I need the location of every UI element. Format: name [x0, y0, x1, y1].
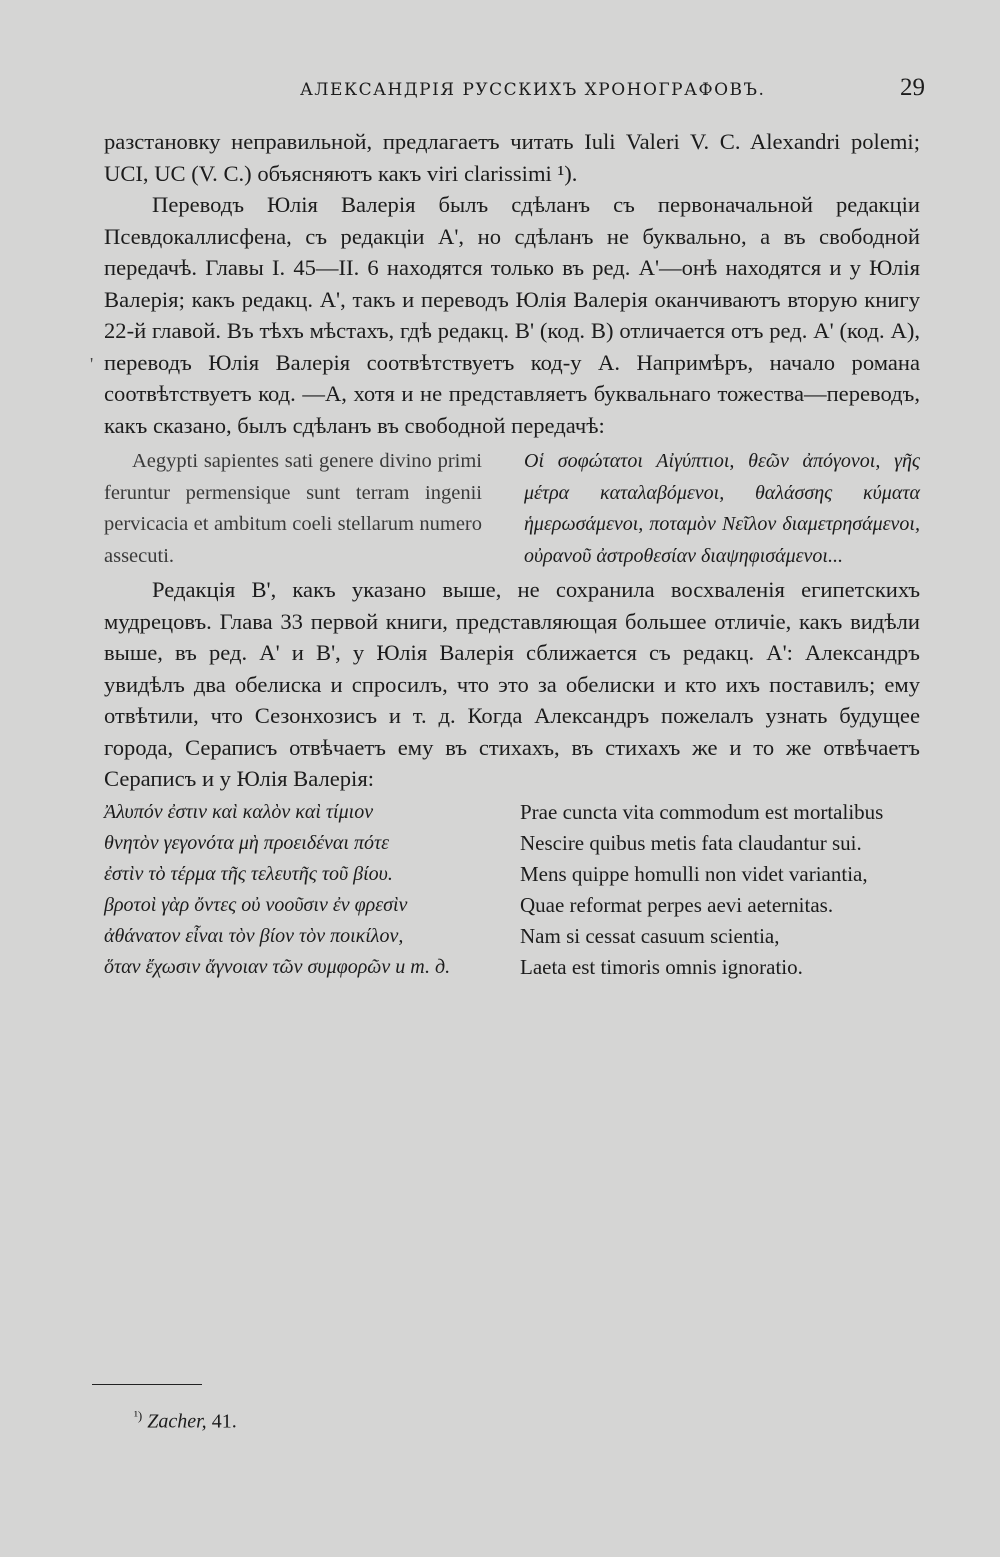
verse-latin: Mens quippe homulli non videt variantia, — [520, 861, 868, 886]
verse-pair — [104, 860, 920, 889]
verse-greek: ὅταν ἔχωσιν ἄγνοιαν τῶν συμφορῶν и т. д. — [104, 955, 451, 978]
verse-greek: ἀθάνατον εἶναι τὸν βίον τὸν ποικίλον, — [104, 924, 404, 947]
verse-greek: Ἀλυπόν ἐστιν καὶ καλὸν καὶ τίμιον — [104, 800, 374, 823]
margin-mark: ' — [90, 354, 94, 374]
verse-pair — [104, 829, 920, 858]
footnote-author: Zacher, — [147, 1410, 207, 1433]
paragraph-redaction: Редакція В', какъ указано выше, не сохранила восхваленія египетскихъ мудрецовъ. Глава 33 первой книги, представляющая большее отличіе, какъ видѣли выше, въ ред. А' и В', у Юлія Валерія сближается съ редакц. А': Александръ увидѣлъ два обелиска и спросилъ, что это за обелиски и кто ихъ поставилъ; ему отвѣтили, что Сезонхозисъ и т. д. Когда Александръ пожелалъ узнать будущее города, Сераписъ отвѣчаетъ ему въ стихахъ, въ стихахъ же и то же отвѣчаетъ Сераписъ и у Юлія Валерія: — [104, 577, 920, 791]
quote-latin: Aegypti sapientes sati genere divino primi feruntur permensique sunt terram ingenii pervicacia et ambitum coeli stellarum numero assecuti. — [104, 450, 482, 567]
quote-greek: Οἱ σοφώτατοι Αἰγύπτιοι, θεῶν ἀπόγονοι, γῆς μέτρα καταλαβόμενοι, θαλάσσης κύματα ἡμερωσάμενοι, ποταμὸν Νεῖλον διαμετρησάμενοι, οὐρανοῦ ἀστροθεσίαν διαψηφισάμενοι... — [524, 450, 920, 567]
verse-latin: Quae reformat perpes aevi aeternitas. — [520, 892, 834, 917]
verse-pair — [104, 953, 920, 982]
verse-latin: Prae cuncta vita commodum est mortalibus — [520, 799, 884, 824]
verse-greek: θνητὸν γεγονότα μὴ προειδέναι πότε — [104, 831, 390, 854]
page-number: 29 — [900, 74, 925, 101]
footnote-rule — [92, 1384, 202, 1385]
verse-latin: Laeta est timoris omnis ignoratio. — [520, 954, 803, 979]
verse-pair — [104, 891, 920, 920]
footnote-page: 41. — [211, 1410, 237, 1433]
parallel-quote — [104, 446, 920, 572]
running-title: АЛЕКСАНДРІЯ РУССКИХЪ ХРОНОГРАФОВЪ. — [300, 80, 766, 100]
verse-greek: ἐστὶν τὸ τέρμα τῆς τελευτῆς τοῦ βίου. — [104, 862, 393, 885]
body-text — [104, 126, 920, 984]
footnote — [134, 1408, 237, 1434]
paragraph-translation: Переводъ Юлія Валерія былъ сдѣланъ съ первоначальной редакціи Псевдокаллисфена, съ редакціи А', но сдѣланъ не буквально, а въ свободной передачѣ. Главы I. 45—II. 6 находятся только въ ред. А'—онѣ находятся и у Юлія Валерія; какъ редакц. А', такъ и переводъ Юлія Валерія оканчиваютъ вторую книгу 22-й главой. Въ тѣхъ мѣстахъ, гдѣ редакц. В' (код. В) отличается отъ ред. А' (код. А), переводъ Юлія Валерія соотвѣтствуетъ код-у А. Напримѣръ, начало романа соотвѣтствуетъ код. —А, хотя и не представляетъ буквальнаго тожества—переводъ, какъ сказано, былъ сдѣланъ въ свободной передачѣ: — [104, 192, 920, 438]
verse-pair — [104, 922, 920, 951]
footnote-mark: ¹) — [134, 1408, 143, 1423]
verse-pair — [104, 798, 920, 827]
verse-greek: βροτοὶ γὰρ ὄντες οὐ νοοῦσιν ἐν φρεσὶν — [104, 893, 408, 916]
verse-latin: Nam si cessat casuum scientia, — [520, 923, 780, 948]
page-header — [105, 74, 925, 112]
verse-latin: Nescire quibus metis fata claudantur sui. — [520, 830, 862, 855]
verse-table — [104, 798, 920, 982]
paragraph-continuation: разстановку неправильной, предлагаетъ читать Iuli Valeri V. C. Alexandri polemi; UCI, UC (V. C.) объясняютъ какъ viri clarissimi ¹). — [104, 129, 920, 186]
